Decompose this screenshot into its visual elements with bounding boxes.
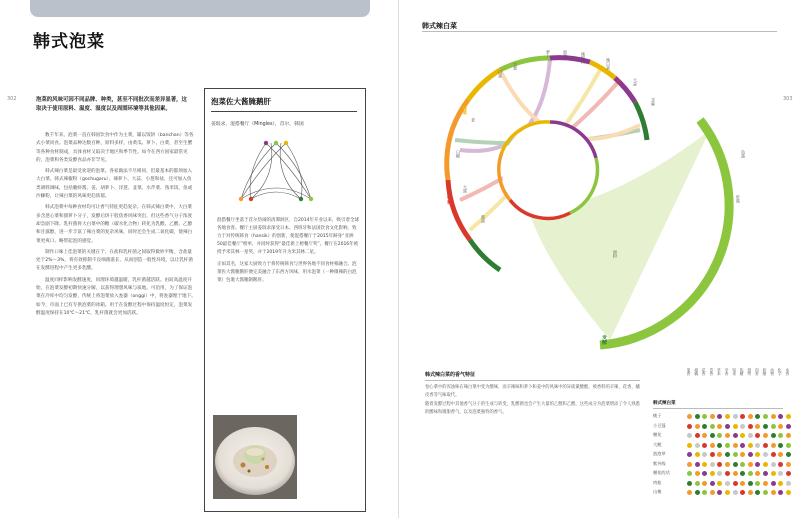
matrix-dot	[710, 433, 715, 438]
matrix-dot	[687, 490, 692, 495]
matrix-dot	[702, 424, 707, 429]
pairing-network-diagram	[231, 137, 321, 209]
matrix-dot	[717, 424, 722, 429]
matrix-column-label: 焦糖	[740, 368, 746, 376]
matrix-column-label: 化学	[778, 368, 784, 376]
wheel-segment-label: 大蒜	[633, 78, 638, 86]
flavor-wheel-diagram	[400, 40, 800, 370]
matrix-dot	[786, 490, 791, 495]
matrix-dot	[771, 424, 776, 429]
matrix-column-label: 辛香	[725, 368, 730, 376]
matrix-dot	[763, 462, 768, 467]
category-label: 调味料	[446, 190, 451, 205]
sidebar-paragraph: 混搭餐厅坐落于首尔热闹的清潭洞区，自2014年开业以来，吸引着全球各地食客。餐厅主厨姜珉求深受日本、西班牙和法国饮食文化影响，致力于对传统韩食（hansik）的创新，使混搭餐厅于2015年跻身“亚洲50最佳餐厅”榜单，并同时获得“最佳新上榜餐厅奖”。餐厅在2016年被授予米其林一星奖。并于2019年升为米其林二星。	[217, 218, 359, 255]
matrix-dot	[771, 481, 776, 486]
matrix-dot	[725, 424, 730, 429]
matrix-row-label: 桃子	[653, 413, 662, 418]
matrix-dot	[763, 414, 768, 419]
wheel-chart-title: 韩式辣白菜	[422, 22, 457, 30]
aroma-paragraph: 随着发酵过程中其他香气分子的生成与转变，乳酸菌也会产生大量的乙醇和乙酸，这些成分为泡菜增添了令人熟悉的酸味和微甜香气，以及泡菜独特的香气。	[425, 402, 640, 415]
matrix-column-label: 草本	[717, 368, 723, 376]
category-label: 蔬菜	[461, 105, 466, 115]
matrix-rule	[653, 408, 783, 409]
matrix-dot	[748, 414, 753, 419]
matrix-dot	[763, 490, 768, 495]
wheel-segment-label: 辣椒粉	[581, 52, 586, 64]
matrix-dot	[725, 414, 730, 419]
aroma-paragraph: 卷心菜中的浑浊味在辣白菜中变为酸味，而辛辣味和萝卜和姜中的风味中的异硫氰酸酯，被香料的辛辣、花香、橘皮香等气味取代。	[425, 385, 640, 398]
matrix-dot	[687, 443, 692, 448]
matrix-dot	[786, 452, 791, 457]
matrix-column-label: 坚果	[732, 368, 738, 376]
matrix-dot	[725, 452, 730, 457]
matrix-row-label: 肉桂	[653, 479, 662, 485]
matrix-title: 韩式辣白菜	[653, 401, 676, 406]
page-number-left: 302	[7, 96, 17, 102]
matrix-dot	[778, 481, 783, 486]
matrix-dot	[733, 471, 738, 476]
darkgreen-arc	[635, 102, 647, 140]
sidebar-body	[217, 217, 359, 289]
page-number-right: 303	[783, 96, 793, 102]
matrix-dot	[725, 481, 730, 486]
body-paragraph: 温度同样影响发酵速度，同理环境越温暖，乳杆菌越活跃。由较高温度开始，在泡菜发酵初期快速分解，以获得理想风味与质地。可沿用，为了保证泡菜在冷库中均匀发酵，传统上将泡菜放入瓮器（onggi）中，将瓮器埋于地下。如今，市面上已有专供泡菜的冰箱。用于在发酵过程中保持温度恒定，泡菜发酵温度保持在10℃～21℃，乳杆菌就会更加活跃。	[36, 277, 196, 316]
wheel-segment-label: 鱼露	[741, 150, 746, 158]
matrix-dot	[755, 424, 760, 429]
matrix-dot	[710, 414, 715, 419]
aroma-profile-body	[425, 384, 640, 418]
matrix-dot	[733, 433, 738, 438]
matrix-dot	[771, 443, 776, 448]
matrix-column-label: 烘烤	[747, 368, 753, 376]
matrix-dot	[695, 443, 700, 448]
matrix-dot	[748, 462, 753, 467]
matrix-dot	[710, 443, 715, 448]
matrix-dot	[763, 481, 768, 486]
matrix-column-label: 动物	[770, 368, 776, 376]
left-page	[0, 0, 399, 518]
wheel-segment-label: 萝卜	[546, 50, 551, 58]
matrix-dot	[725, 433, 730, 438]
matrix-dot	[778, 462, 783, 467]
wheel-segment-label: 芝麻	[651, 98, 656, 106]
matrix-column-label: 木香	[785, 368, 791, 376]
matrix-dot	[695, 471, 700, 476]
matrix-row-label: 山楂	[653, 489, 662, 494]
matrix-dot	[687, 414, 692, 419]
matrix-column-label: 果香	[687, 368, 692, 376]
matrix-dot	[702, 443, 707, 448]
category-label: 发酵	[601, 335, 606, 345]
yellow-arc	[468, 70, 500, 100]
matrix-dot	[771, 490, 776, 495]
wheel-segment-label: 大酱	[463, 185, 468, 193]
matrix-dot	[763, 433, 768, 438]
matrix-dot	[771, 471, 776, 476]
matrix-dot	[778, 443, 783, 448]
matrix-dot	[733, 414, 738, 419]
matrix-dot	[710, 481, 715, 486]
matrix-dot	[710, 490, 715, 495]
wheel-segment-label: 白醋	[456, 150, 461, 158]
matrix-dot	[702, 481, 707, 486]
matrix-dot	[763, 471, 768, 476]
wheel-segment-label: 酱油	[481, 215, 486, 223]
matrix-dot	[748, 481, 753, 486]
matrix-dot	[763, 424, 768, 429]
matrix-dot	[702, 462, 707, 467]
sidebar-title: 泡菜佐大酱腌鹅肝	[211, 97, 271, 106]
network-node	[299, 197, 303, 201]
wheel-segment-label: 泡菜	[563, 50, 568, 58]
matrix-dot	[755, 443, 760, 448]
matrix-row-label: 腰花的话	[653, 470, 670, 475]
matrix-dot	[710, 471, 715, 476]
matrix-dot	[748, 433, 753, 438]
matrix-dot	[778, 424, 783, 429]
dish-photo	[213, 415, 297, 499]
matrix-dot	[733, 424, 738, 429]
matrix-dot	[687, 462, 692, 467]
matrix-dot	[748, 443, 753, 448]
network-node	[239, 197, 243, 201]
matrix-dot	[763, 443, 768, 448]
chapter-tab	[30, 0, 370, 17]
matrix-dot	[733, 443, 738, 448]
matrix-dot	[748, 452, 753, 457]
body-paragraph: 制作口味上佳泡菜的关键在于，在盐和乳杆菌之间取得微妙平衡。含盐量处于2%～3%，将有效抑制不良细菌滋长，从而创造一般性环境，以让乳杆菌在发酵进程中产生更多乳酸。	[36, 249, 193, 272]
matrix-dot	[717, 462, 722, 467]
network-node	[274, 141, 278, 145]
matrix-dot	[740, 424, 745, 429]
matrix-dot	[687, 452, 692, 457]
matrix-dot	[695, 424, 700, 429]
body-paragraph: 韩式辣白菜是最受欢迎的泡菜。各家做法不尽相同，但最基本的都须加入大白菜、韩式辣椒粉（gochugaru）、辣萝卜、大蒜、小葱和盐，还可加入鱼类调料调味，包括腌虾酱、姜、胡萝卜、洋葱、韭菜、水芹菜、熟米饭、鱼或沙棘粉，让辣白菜的风味更趋浓郁。	[36, 169, 193, 200]
yellow-arc	[590, 62, 615, 78]
body-column	[36, 132, 196, 321]
aroma-profile-title: 韩式辣白菜的香气特征	[425, 371, 640, 381]
lead-paragraph: 泡菜的风味可因不同品牌、种类，甚至不同批次而差异显著，这取决于使用原料、温度、湿度以及周围环境等其他因素。	[36, 97, 187, 112]
matrix-column-label: 奶酪	[763, 368, 768, 376]
wheel-segment-label: 面粉	[613, 250, 618, 258]
matrix-column-label: 花香	[702, 368, 708, 376]
matrix-dot	[695, 490, 700, 495]
matrix-dot	[695, 452, 700, 457]
matrix-dot	[763, 452, 768, 457]
matrix-dot	[755, 481, 760, 486]
matrix-dot	[717, 481, 722, 486]
matrix-dot	[695, 414, 700, 419]
matrix-dot	[695, 462, 700, 467]
green-arc-small	[500, 58, 550, 70]
matrix-dot	[748, 424, 753, 429]
matrix-dot	[687, 424, 692, 429]
matrix-row-label: 大鲵	[653, 441, 662, 447]
matrix-column-label: 柑橘	[694, 368, 700, 376]
matrix-dot	[771, 414, 776, 419]
matrix-dot	[786, 481, 791, 486]
matrix-dot	[710, 452, 715, 457]
sidebar-paragraph: 正如其名，这家大厨致力于将传统韩食与世界各地不同食材相融合。泡菜佐大酱腌鹅肝便完美融合了东西方风味，用水泡菜（一种微辣的白泡菜）包裹大酱腌制鹅肝。	[217, 262, 357, 283]
matrix-dot	[748, 490, 753, 495]
body-paragraph: 数千年来，泡菜一直在韩国饮食中作为主菜，辅以饭饼（banchan）等各式小菜同食。泡菜品种达数百种，原料多样，由黄瓜、萝卜、白菜，甚至生蟹等各种食材制成，具体食材又取决于地区和季节性。如今在西方国家最常见的，泡菜和各类发酵食品亦非罕见。	[36, 133, 194, 163]
network-node	[249, 197, 253, 201]
matrix-row-label: 腰花	[653, 432, 662, 437]
matrix-dot	[786, 433, 791, 438]
matrix-dot	[733, 462, 738, 467]
matrix-dot	[725, 462, 730, 467]
wheel-segment-label: 大葱	[513, 62, 518, 70]
matrix-dot	[687, 481, 692, 486]
wheel-segment-label: 虾酱	[736, 195, 741, 203]
matrix-row-label: 紫外线	[653, 460, 666, 466]
wheel-segment-label: 辣白菜	[606, 58, 611, 70]
sidebar-divider	[211, 111, 357, 112]
matrix-dot	[740, 443, 745, 448]
title-rule	[422, 31, 777, 32]
network-node	[309, 197, 313, 201]
matrix-dot	[687, 471, 692, 476]
matrix-dot	[717, 443, 722, 448]
chapter-title: 韩式泡菜	[33, 32, 105, 52]
matrix-column-label: 肉香	[755, 368, 761, 376]
wheel-segment-label: 白菜	[498, 70, 503, 78]
matrix-column-label: 青香	[709, 368, 715, 376]
darkgreen-arc	[470, 240, 500, 270]
wheel-segment-label: 姜	[471, 118, 476, 122]
matrix-dot	[755, 462, 760, 467]
recipe-sidebar	[204, 88, 366, 512]
matrix-dot	[740, 462, 745, 467]
body-paragraph: 韩式泡菜中每种食材均可让香气特征更趋复杂。在韩式辣白菜中，大白菜多含葱心菜和甜萝卜分子，发酵后饼干般焦香风味突出，但这些香气分子浓度却急剧下降。乳杆菌将大白菜中的糖（碳水化合物）转化为乳酸、乙酸、乙醇和甘露醇，进一步丰富了辣白菜的复杂风味，同时还会生成二氧化碳，使辣白菜更爽口、略带起泡的感觉。	[36, 205, 193, 244]
matrix-dot	[771, 433, 776, 438]
matrix-dot	[695, 433, 700, 438]
matrix-dot	[771, 452, 776, 457]
matrix-dot	[733, 490, 738, 495]
matrix-row-label: 小豆蔻	[653, 422, 666, 428]
matrix-dot	[733, 452, 738, 457]
matrix-dot	[786, 471, 791, 476]
matrix-dot	[786, 414, 791, 419]
matrix-dot	[725, 443, 730, 448]
matrix-dot	[733, 481, 738, 486]
sidebar-subtitle: 姜珉求，混搭餐厅（Mingles），首尔，韩国	[211, 122, 304, 127]
matrix-dot	[771, 462, 776, 467]
matrix-dot	[695, 481, 700, 486]
matrix-dot	[740, 481, 745, 486]
matrix-dot	[710, 462, 715, 467]
matrix-dot	[786, 462, 791, 467]
matrix-dot	[725, 471, 730, 476]
network-node	[264, 141, 268, 145]
matrix-dot	[725, 490, 730, 495]
orange-arc	[447, 130, 452, 180]
matrix-dot	[687, 433, 692, 438]
matrix-dot	[786, 424, 791, 429]
matrix-row-label: 泡泡草	[653, 451, 666, 456]
matrix-dot	[710, 424, 715, 429]
matrix-dot	[786, 443, 791, 448]
matrix-dot	[748, 471, 753, 476]
network-node	[284, 141, 288, 145]
